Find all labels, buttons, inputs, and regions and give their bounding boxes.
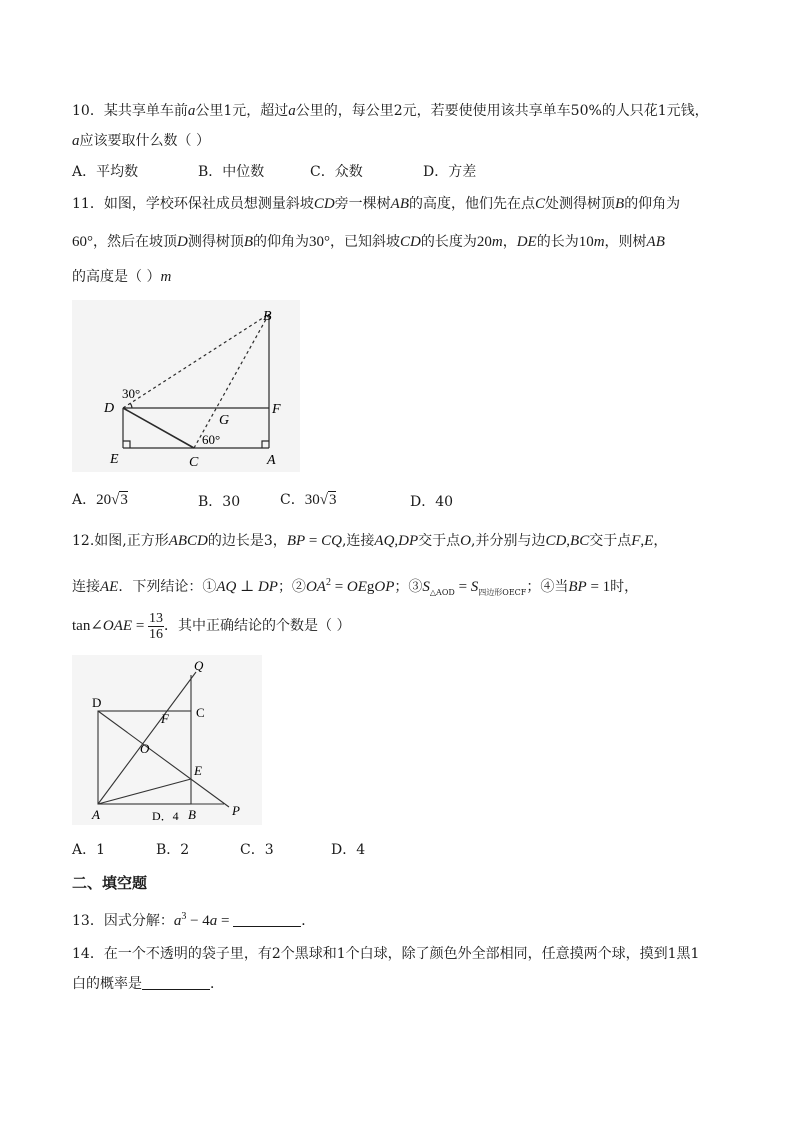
label-D: D (92, 695, 102, 710)
label-angle-30: 30° (122, 386, 141, 401)
q10-option-b[interactable]: B．中位数 (198, 164, 265, 180)
label-angle-60: 60° (202, 432, 221, 447)
q12-option-a[interactable]: A．1 (72, 842, 106, 858)
label-O: O (140, 741, 150, 756)
q11-option-c[interactable]: C．30√3 (280, 492, 337, 508)
q14-line2: 白的概率是 ． (72, 976, 224, 992)
label-G: G (219, 413, 230, 428)
label-B: B (263, 309, 272, 324)
q10-line2: a应该要取什么数（ ） (72, 133, 210, 149)
q14-answer-blank[interactable] (142, 975, 210, 990)
q13-line: 13．因式分解：$a^3 - 4a$ = ． (72, 911, 316, 929)
q10-option-d[interactable]: D．方差 (423, 164, 477, 180)
label-B: B (188, 807, 196, 822)
label-F: F (161, 711, 169, 726)
q12-line1: 12.如图,正方形ABCD的边长是3，BP = CQ,连接AQ,DP交于点O,并分别与边CD,BC交于点F,E， (72, 533, 668, 549)
q11-option-a[interactable]: A．20√3 (72, 492, 128, 508)
q10-option-c[interactable]: C．众数 (310, 164, 363, 180)
label-F: F (272, 402, 281, 417)
q11-line2: 60°，然后在坡顶D测得树顶B的仰角为30°，已知斜坡CD的长度为20m，DE的长为10m，则树AB (72, 234, 665, 250)
q13-answer-blank[interactable] (233, 912, 301, 927)
q14-line1: 14．在一个不透明的袋子里，有2个黑球和1个白球，除了颜色外全部相同，任意摸两个球，摸到1黑1 (72, 946, 700, 962)
label-A: A (267, 453, 276, 468)
q10-option-a[interactable]: A．平均数 (72, 164, 139, 180)
q12-figure (72, 655, 262, 825)
q11-line1: 11．如图，学校环保社成员想测量斜坡CD旁一棵树AB的高度，他们先在点C处测得树顶B的仰角为 (72, 196, 681, 212)
label-Q: Q (194, 658, 204, 673)
label-D: D (104, 401, 115, 416)
label-E: E (110, 452, 119, 467)
q11-option-b[interactable]: B．30 (198, 494, 241, 510)
q12-option-b[interactable]: B．2 (156, 842, 190, 858)
label-A: A (92, 807, 100, 822)
q12-line3: tan∠OAE = $\frac{13}{16}$ ．其中正确结论的个数是（ ） (72, 610, 351, 642)
label-C: C (189, 455, 199, 470)
q12-line2: 连接AE．下列结论：①AQ ⊥ DP；$②OA^2$ = OEgOP；$③S_{\triangle AOD} = S_{四边形OECF}$；④当BP = 1时， (72, 577, 639, 597)
q10-line1: 10．某共享单车前a公里1元，超过a公里的，每公里2元，若要使使用该共享单车50%的人只花1元钱， (72, 103, 709, 119)
q12-option-d[interactable]: D．4 (331, 842, 366, 858)
label-E: E (194, 763, 202, 778)
label-C: C (196, 705, 205, 720)
figure-note: D．4 (152, 809, 179, 823)
q11-figure (72, 300, 300, 472)
section-fill-in-heading: 二、填空题 (72, 874, 148, 892)
q11-line3: 的高度是（ ）m (72, 269, 172, 285)
label-P: P (232, 803, 240, 818)
q12-option-c[interactable]: C．3 (240, 842, 274, 858)
q11-option-d[interactable]: D．40 (410, 494, 454, 510)
fraction-13-16: $\frac{13}{16}$ (149, 610, 164, 642)
